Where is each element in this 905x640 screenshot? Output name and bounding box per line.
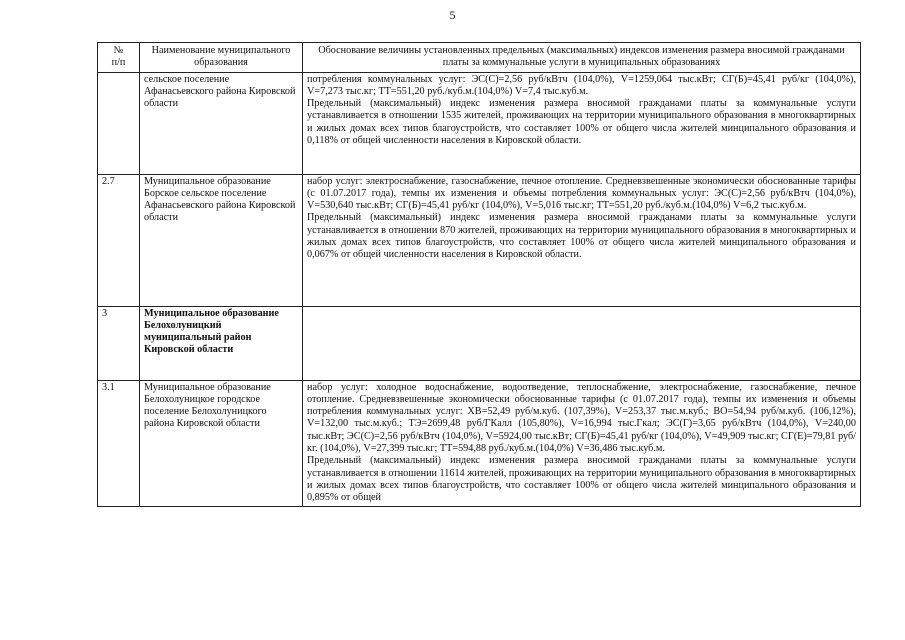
row-reason-tariffs: набор услуг: холодное водоснабжение, водоотведение, теплоснабжение, электроснабжение, газоснабжение, печное отопление. Средневзвешенные экономически обоснованные тарифы (с 01.07.2017 года), темпы их изменения и объемы потребления коммунальных услуг: ХВ=52,49 руб/м.куб. (107,39%), V=253,37 тыс.м.куб.; ВО=54,94 руб/м.куб. (106,12%), V=132,00 тыс.м.куб.; ТЭ=2699,48 руб/ГКалл (105,80%), V=16,994 тыс.Гкал; ЭС(Г)=3,65 руб/кВтч (104,0%), V=240,00 тыс.кВт; ЭС(С)=2,56 руб/кВтч (104,0%), V=5924,00 тыс.кВт; СГ(Б)=45,41 руб/кг (104,0%), V=49,909 тыс.кг; СГ(Е)=79,81 руб/кг. (104,0%), V=27,399 тыс.кг; ТТ=594,88 руб./куб.м.(104,0%) V=36,486 тыс.куб.м. [307,381,856,455]
table-row [98,72,861,174]
row-reason [303,72,861,174]
tariff-table [97,42,861,507]
row-num: 3.1 [98,380,140,506]
row-reason-tariffs: потребления коммунальных услуг: ЭС(С)=2,56 руб/кВтч (104,0%), V=1259,064 тыс.кВт; СГ(Б)=45,41 руб/кг (104,0%), V=7,273 тыс.кг; ТТ=551,20 руб./куб.м.(104,0%) V=7,4 тыс.куб.м. [307,73,856,97]
table-row [98,380,861,506]
header-reason: Обоснование величины установленных предельных (максимальных) индексов изменения размера вносимой гражданами платы за коммунальные услуги в муниципальных образованиях [303,43,861,73]
row-name: Муниципальное образование Белохолуницкий муниципальный район Кировской области [140,306,303,380]
row-reason-index: Предельный (максимальный) индекс изменения размера вносимой гражданами платы за коммунальные услуги устанавливается в отношении 1535 жителей, проживающих на территории муниципального образования в многоквартирных и жилых домах всех типов благоустройств, что составляет 100% от общего числа жителей минципального образования и 0,118% от общей численности населения в Кировской области. [307,98,856,147]
table-row [98,174,861,306]
row-num: 2.7 [98,174,140,306]
table-header-row [98,43,861,73]
header-name: Наименование муниципального образования [140,43,303,73]
row-num: 3 [98,306,140,380]
page-number: 5 [449,8,456,22]
row-reason [303,174,861,306]
row-reason-tariffs: набор услуг: электроснабжение, газоснабжение, печное отопление. Средневзвешенные экономически обоснованные тарифы (с 01.07.2017 года), темпы их изменения и объемы потребления коммунальных услуг: ЭС(С)=2,56 руб/кВтч (104,0%), V=530,640 тыс.кВт; СГ(Б)=45,41 руб/кг (104,0%), V=5,016 тыс.кг; ТТ=551,20 руб./куб.м.(104,0%) V=6,2 тыс.куб.м. [307,175,856,212]
row-reason [303,380,861,506]
table-row [98,306,861,380]
row-num [98,72,140,174]
row-name: сельское поселение Афанасьевского района Кировской области [140,72,303,174]
row-name: Муниципальное образование Борское сельское поселение Афанасьевского района Кировской области [140,174,303,306]
row-reason-index: Предельный (максимальный) индекс изменения размера вносимой гражданами платы за коммунальные услуги устанавливается в отношении 870 жителей, проживающих на территории муниципального образования в многоквартирных и жилых домах всех типов благоустройств, что составляет 100% от общего числа жителей минципального образования и 0,067% от общей численности населения в Кировской области. [307,212,856,261]
header-num: № п/п [98,43,140,73]
row-reason [303,306,861,380]
row-reason-index: Предельный (максимальный) индекс изменения размера вносимой гражданами платы за коммунальные услуги устанавливается в отношении 11614 жителей, проживающих на территории муниципального образования в многоквартирных и жилых домах всех типов благоустройств, что составляет 100% от общего числа жителей минципального образования и 0,895% от общей [307,455,856,504]
row-name: Муниципальное образование Белохолуницкое городское поселение Белохолуницкого района Кировской области [140,380,303,506]
